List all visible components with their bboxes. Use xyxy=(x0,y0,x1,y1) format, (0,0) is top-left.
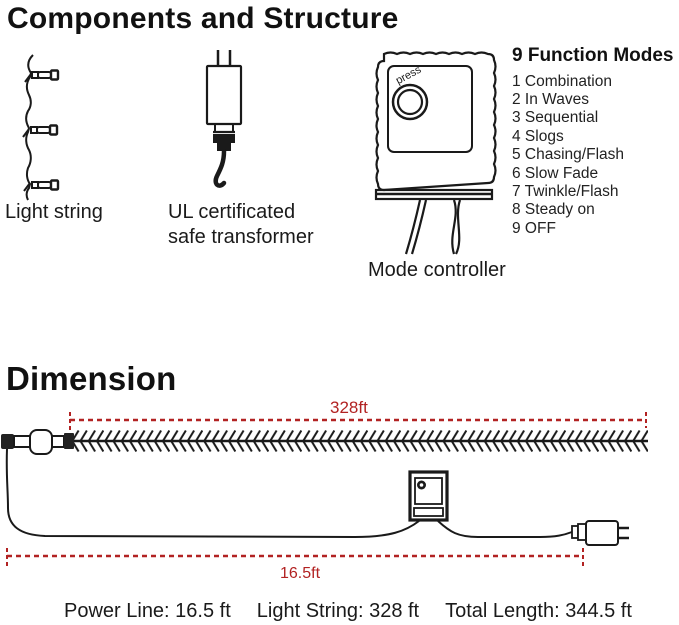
light-string-label: Light string xyxy=(5,201,103,223)
power-line-wire xyxy=(7,449,572,537)
transformer-label xyxy=(168,200,314,250)
mode-item: 9 OFF xyxy=(512,219,556,237)
transformer-label-line1: UL certificated xyxy=(168,201,296,223)
mode-item: 3 Sequential xyxy=(512,109,599,127)
inline-controller xyxy=(410,472,447,520)
dimension-diagram xyxy=(0,390,679,590)
components-title: Components and Structure xyxy=(7,2,399,35)
measure-16-5ft-line xyxy=(7,548,583,566)
mode-controller-icon xyxy=(372,50,500,260)
transformer-icon xyxy=(193,50,255,200)
function-modes-title: 9 Function Modes xyxy=(512,45,674,66)
transformer-label-line2: safe transformer xyxy=(168,226,314,248)
mode-controller-label: Mode controller xyxy=(368,259,506,281)
press-button-label: press xyxy=(393,63,424,87)
light-string-icon xyxy=(16,53,78,201)
mode-item: 8 Steady on xyxy=(512,201,595,219)
string-connector xyxy=(1,430,74,454)
light-string-length-label: 328ft xyxy=(330,398,368,417)
mode-item: 4 Slogs xyxy=(512,127,564,145)
mode-item: 5 Chasing/Flash xyxy=(512,146,625,164)
power-line-length-label: 16.5ft xyxy=(280,565,321,582)
mode-item: 7 Twinkle/Flash xyxy=(512,182,619,200)
plug xyxy=(572,521,629,545)
summary-total-length: Total Length: 344.5 ft xyxy=(445,600,632,622)
mode-item: 2 In Waves xyxy=(512,90,589,108)
summary-power-line: Power Line: 16.5 ft xyxy=(64,600,231,622)
function-modes-list xyxy=(512,73,677,239)
length-summary xyxy=(64,600,632,623)
mode-item: 1 Combination xyxy=(512,72,612,90)
light-string-run xyxy=(70,429,648,453)
summary-light-string: Light String: 328 ft xyxy=(256,600,420,622)
dimension-title: Dimension xyxy=(6,360,177,397)
function-modes xyxy=(512,47,677,238)
mode-item: 6 Slow Fade xyxy=(512,164,599,182)
